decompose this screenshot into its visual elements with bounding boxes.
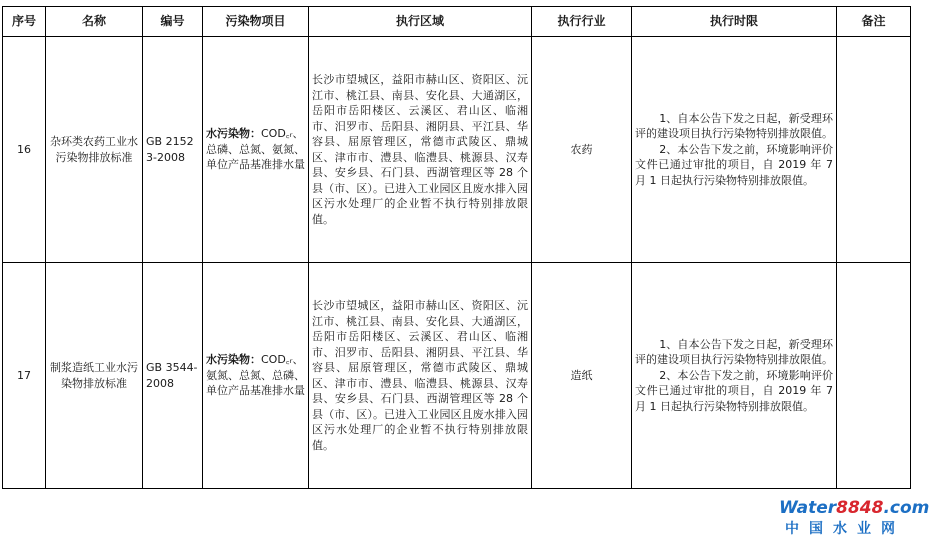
table-row bbox=[3, 37, 911, 263]
time-clause-1: 1、自本公告下发之日起，新受理环评的建设项目执行污染物特别排放限值。 bbox=[635, 111, 833, 141]
header-name: 名称 bbox=[46, 7, 143, 37]
watermark-brand bbox=[779, 498, 929, 518]
row-name: 制浆造纸工业水污染物排放标准 bbox=[46, 263, 143, 489]
row-code: GB 3544-2008 bbox=[143, 263, 203, 489]
row-area: 长沙市望城区，益阳市赫山区、资阳区、沅江市、桃江县、南县、安化县、大通湖区，岳阳市岳阳楼区、云溪区、君山区、临湘市、汨罗市、岳阳县、湘阴县、平江县、华容县、屈原管理区，常德市武陵区、鼎城区、津市市、澧县、临澧县、桃源县、汉寿县、安乡县、石门县、西湖管理区等 28 个县（市、区）。已进入工业园区且废水排入园区污水处理厂的企业暂不执行特别排放限值。 bbox=[309, 263, 532, 489]
watermark-logo bbox=[779, 498, 929, 542]
row-area: 长沙市望城区，益阳市赫山区、资阳区、沅江市、桃江县、南县、安化县、大通湖区，岳阳市岳阳楼区、云溪区、君山区、临湘市、汨罗市、岳阳县、湘阴县、平江县、华容县、屈原管理区，常德市武陵区、鼎城区、津市市、澧县、临澧县、桃源县、汉寿县、安乡县、石门县、西湖管理区等 28 个县（市、区）。已进入工业园区且废水排入园区污水处理厂的企业暂不执行特别排放限值。 bbox=[309, 37, 532, 263]
header-area: 执行区域 bbox=[309, 7, 532, 37]
watermark-tagline: 中国水业网 bbox=[785, 521, 905, 537]
row-name: 杂环类农药工业水污染物排放标准 bbox=[46, 37, 143, 263]
header-code: 编号 bbox=[143, 7, 203, 37]
time-clause-2: 2、本公告下发之前，环境影响评价文件已通过审批的项目，自 2019 年 7 月 1 日起执行污染物特别排放限值。 bbox=[635, 368, 833, 413]
pollutant-label: 水污染物： bbox=[206, 127, 261, 141]
row-remark bbox=[837, 263, 911, 489]
header-row bbox=[3, 7, 911, 37]
header-remark: 备注 bbox=[837, 7, 911, 37]
header-index: 序号 bbox=[3, 7, 46, 37]
pollutant-text: COD꜀ᵣ、总磷、总氮、氨氮、单位产品基准排水量 bbox=[206, 127, 305, 172]
row-index: 16 bbox=[3, 37, 46, 263]
watermark-brand-b: 8848 bbox=[836, 498, 884, 518]
standards-table bbox=[2, 6, 911, 489]
row-time bbox=[632, 37, 837, 263]
header-pollutant: 污染物项目 bbox=[203, 7, 309, 37]
pollutant-label: 水污染物： bbox=[206, 353, 261, 367]
row-pollutant bbox=[203, 263, 309, 489]
time-clause-1: 1、自本公告下发之日起，新受理环评的建设项目执行污染物特别排放限值。 bbox=[635, 337, 833, 367]
row-pollutant bbox=[203, 37, 309, 263]
watermark-brand-c: .com bbox=[883, 498, 929, 518]
watermark-brand-a: Water bbox=[779, 498, 837, 518]
header-time: 执行时限 bbox=[632, 7, 837, 37]
row-industry: 造纸 bbox=[532, 263, 632, 489]
table-row bbox=[3, 263, 911, 489]
row-index: 17 bbox=[3, 263, 46, 489]
time-clause-2: 2、本公告下发之前，环境影响评价文件已通过审批的项目，自 2019 年 7 月 1 日起执行污染物特别排放限值。 bbox=[635, 142, 833, 187]
row-time bbox=[632, 263, 837, 489]
row-industry: 农药 bbox=[532, 37, 632, 263]
row-remark bbox=[837, 37, 911, 263]
row-code: GB 21523-2008 bbox=[143, 37, 203, 263]
pollutant-text: COD꜀ᵣ、氨氮、总氮、总磷、单位产品基准排水量 bbox=[206, 353, 305, 398]
header-industry: 执行行业 bbox=[532, 7, 632, 37]
